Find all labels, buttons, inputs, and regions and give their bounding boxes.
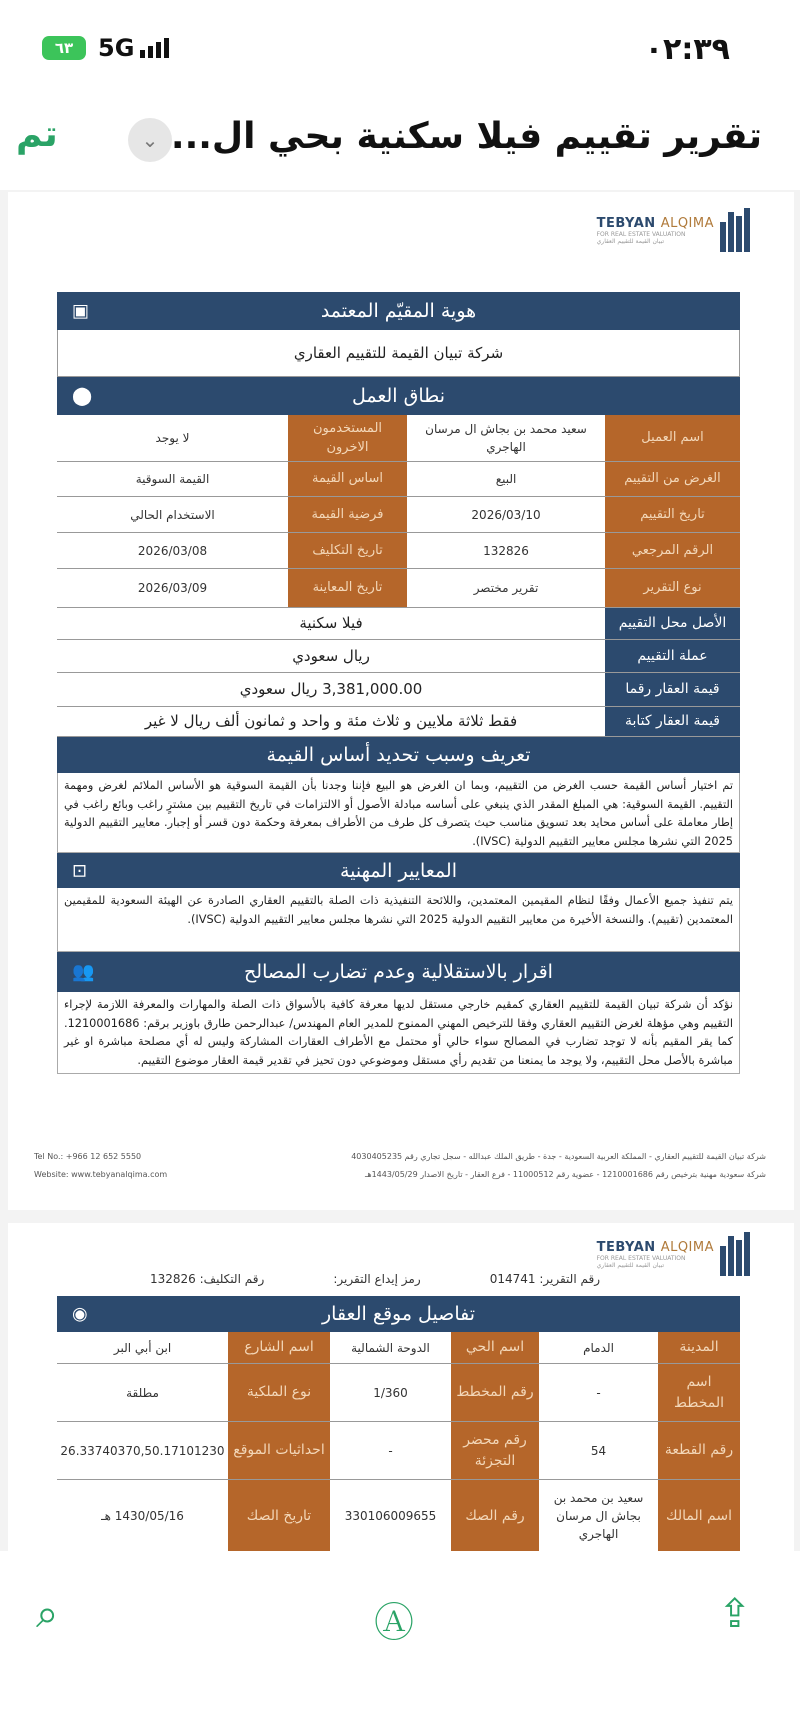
field-value: 330106009655 [330,1480,451,1553]
field-value: - [330,1422,451,1480]
signal-icon [140,38,169,58]
field-value: مطلقة [57,1364,228,1422]
field-value: ريال سعودي [57,640,605,673]
field-label: اساس القيمة [288,462,407,497]
location-pin-icon: ⬤ [72,385,93,407]
report-number: رقم التقرير: 014741 [489,1272,600,1286]
done-button[interactable]: تم [16,114,58,155]
standards-text: يتم تنفيذ جميع الأعمال وفقًا لنظام المقيمين المعتمدين، واللائحة التنفيذية ذات الصلة بالتقييم العقاري الصادرة عن الهيئة السعودية للمقيمين المعتمدين (تقييم). والنسخة الأخيرة من معايير التقييم الدولية 2025 التي نشرها مجلس معايير التقييم الدولية (IVSC). [57,888,740,952]
field-value: الدمام [539,1332,658,1364]
field-value: 2026/03/09 [57,569,288,608]
company-logo: TEBYAN ALQIMA FOR REAL ESTATE VALUATION تبيان القيمة للتقييم العقاري [597,208,760,252]
search-icon[interactable]: ⌕ [36,1591,59,1637]
field-value: البيع [407,462,605,497]
field-label: فرضية القيمة [288,497,407,533]
field-value: 1430/05/16 هـ [57,1480,228,1553]
report-info-row [150,1272,600,1286]
footer-contact: Tel No.: +966 12 652 5550 Website: www.tebyanalqima.com [34,1152,168,1179]
field-label: اسم الشارع [228,1332,330,1364]
independence-text: نؤكد أن شركة تبيان القيمة للتقييم العقاري كمقيم خارجي مستقل لديها معرفة كافية بالأسواق ذات الصلة والمهارات والمعرفة اللازمة لإجراء التقييم وهي مؤهلة لغرض التقييم العقاري وفقا للترخيص المهني الممنوح للمدير العام المهندس/ عبدالرحمن طارق باوزير برقم: 1210001686. كما يقر المقيم بأنه لا توجد تضارب في المصالح سواء حالي أو محتمل مع الأطراف العقارات المشاركة وليس له أي مصلحة مباشرة او غير مباشرة بالأصل محل التقييم، ولا يوجد ما يمنعنا من تقديم رأي مستقل وموضوعي دون تحيز في تقدير قيمة العقار موضوع التقييم. [57,992,740,1074]
field-value: تقرير مختصر [407,569,605,608]
field-value: 132826 [407,533,605,569]
company-logo-2: TEBYAN ALQIMA FOR REAL ESTATE VALUATION تبيان القيمة للتقييم العقاري [597,1232,760,1276]
field-value: سعيد محمد بن بجاش ال مرسان الهاجري [407,415,605,462]
field-value: الدوحة الشمالية [330,1332,451,1364]
field-label: عملة التقييم [605,640,740,673]
field-label: اسم المالك [658,1480,740,1553]
assignment-number: رقم التكليف: 132826 [150,1272,265,1286]
field-label: الغرض من التقييم [605,462,740,497]
field-label: تاريخ المعاينة [288,569,407,608]
location-header: ◉ تفاصيل موقع العقار [57,1296,740,1332]
network-type: 5G [98,34,135,62]
field-value: - [539,1364,658,1422]
field-label: تاريخ التقييم [605,497,740,533]
field-label: المدينة [658,1332,740,1364]
field-value: ابن أبي البر [57,1332,228,1364]
people-icon: 👥 [72,961,95,983]
field-label: قيمة العقار كتابة [605,707,740,737]
bottom-toolbar [0,1551,800,1729]
basis-header: تعريف وسبب تحديد أساس القيمة [57,737,740,773]
nav-bar [0,100,800,190]
field-label: تاريخ التكليف [288,533,407,569]
field-value: 26.33740370,50.17101230 [57,1422,228,1480]
valuer-header: ▣ هوية المقيّم المعتمد [57,292,740,330]
share-icon[interactable]: ⇪ [718,1591,752,1637]
field-value: فقط ثلاثة ملايين و ثلاث مئة و واحد و ثمانون ألف ريال لا غير [57,707,605,737]
standards-header: ⊡ المعايير المهنية [57,853,740,888]
field-label: رقم القطعة [658,1422,740,1480]
field-label: اسم العميل [605,415,740,462]
field-label: رقم محضر التجزئة [451,1422,539,1480]
chevron-down-icon[interactable]: ⌄ [128,118,172,162]
field-value: 3,381,000.00 ريال سعودي [57,673,605,707]
clock: ٠٢:٣٩ [644,32,730,67]
basis-text: تم اختيار أساس القيمة حسب الغرض من التقييم، وبما ان الغرض هو البيع فإننا وجدنا بأن القيمة السوقية هو الأساس الملائم لغرض ومهمة التقييم. القيمة السوقية: هي المبلغ المقدر الذي ينبغي على أساسه مبادلة الأصول أو الالتزامات في تاريخ التقييم بين مشترٍ راغب وبائع راغب في إطار معاملة على أساس محايد بعد تسويق مناسب حيث يتصرف كل طرف من الأطراف بمعرفة وحكمة دون قسر أو إجبار. معايير التقييم الدولية 2025 التي نشرها مجلس معايير التقييم الدولية (IVSC). [57,773,740,853]
location-pin-icon: ◉ [72,1303,88,1325]
field-value: 2026/03/08 [57,533,288,569]
scope-header: ⬤ نطاق العمل [57,377,740,415]
document-title: تقرير تقييم فيلا سكنية بحي ال... [170,116,762,157]
field-label: رقم المخطط [451,1364,539,1422]
id-card-icon: ▣ [72,300,90,322]
presentation-chart-icon: ⊡ [72,860,88,881]
field-label: رقم الصك [451,1480,539,1553]
field-value: سعيد بن محمد بن بجاش ال مرسان الهاجري [539,1480,658,1553]
field-value: 2026/03/10 [407,497,605,533]
field-label: الرقم المرجعي [605,533,740,569]
battery-indicator: ٦٣ [42,36,86,60]
field-value: 1/360 [330,1364,451,1422]
field-value: فيلا سكنية [57,608,605,640]
markup-pen-icon[interactable]: Ⓐ [374,1600,414,1646]
field-value: القيمة السوقية [57,462,288,497]
field-value: 54 [539,1422,658,1480]
field-label: تاريخ الصك [228,1480,330,1553]
field-label: احداثيات الموقع [228,1422,330,1480]
field-label: الأصل محل التقييم [605,608,740,640]
deposit-code: رمز إيداع التقرير: [333,1272,421,1286]
valuer-name: شركة تبيان القيمة للتقييم العقاري [57,330,740,377]
field-value: الاستخدام الحالي [57,497,288,533]
field-label: المستخدمون الاخرون [288,415,407,462]
field-label: نوع التقرير [605,569,740,608]
field-label: اسم المخطط [658,1364,740,1422]
footer-company-info: شركة تبيان القيمة للتقييم العقاري - المملكة العربية السعودية - جدة - طريق الملك عبدالله - سجل تجاري رقم 4030405235 شركة سعودية مهنية بترخيص رقم 1210001686 - عضوية رقم 11000512 - فرع العقار - تاريخ الاصدار 1443/05/29هـ [351,1152,766,1179]
field-label: قيمة العقار رقما [605,673,740,707]
field-label: اسم الحي [451,1332,539,1364]
field-label: نوع الملكية [228,1364,330,1422]
independence-header: 👥 اقرار بالاستقلالية وعدم تضارب المصالح [57,952,740,992]
status-bar [0,0,800,100]
field-value: لا يوجد [57,415,288,462]
